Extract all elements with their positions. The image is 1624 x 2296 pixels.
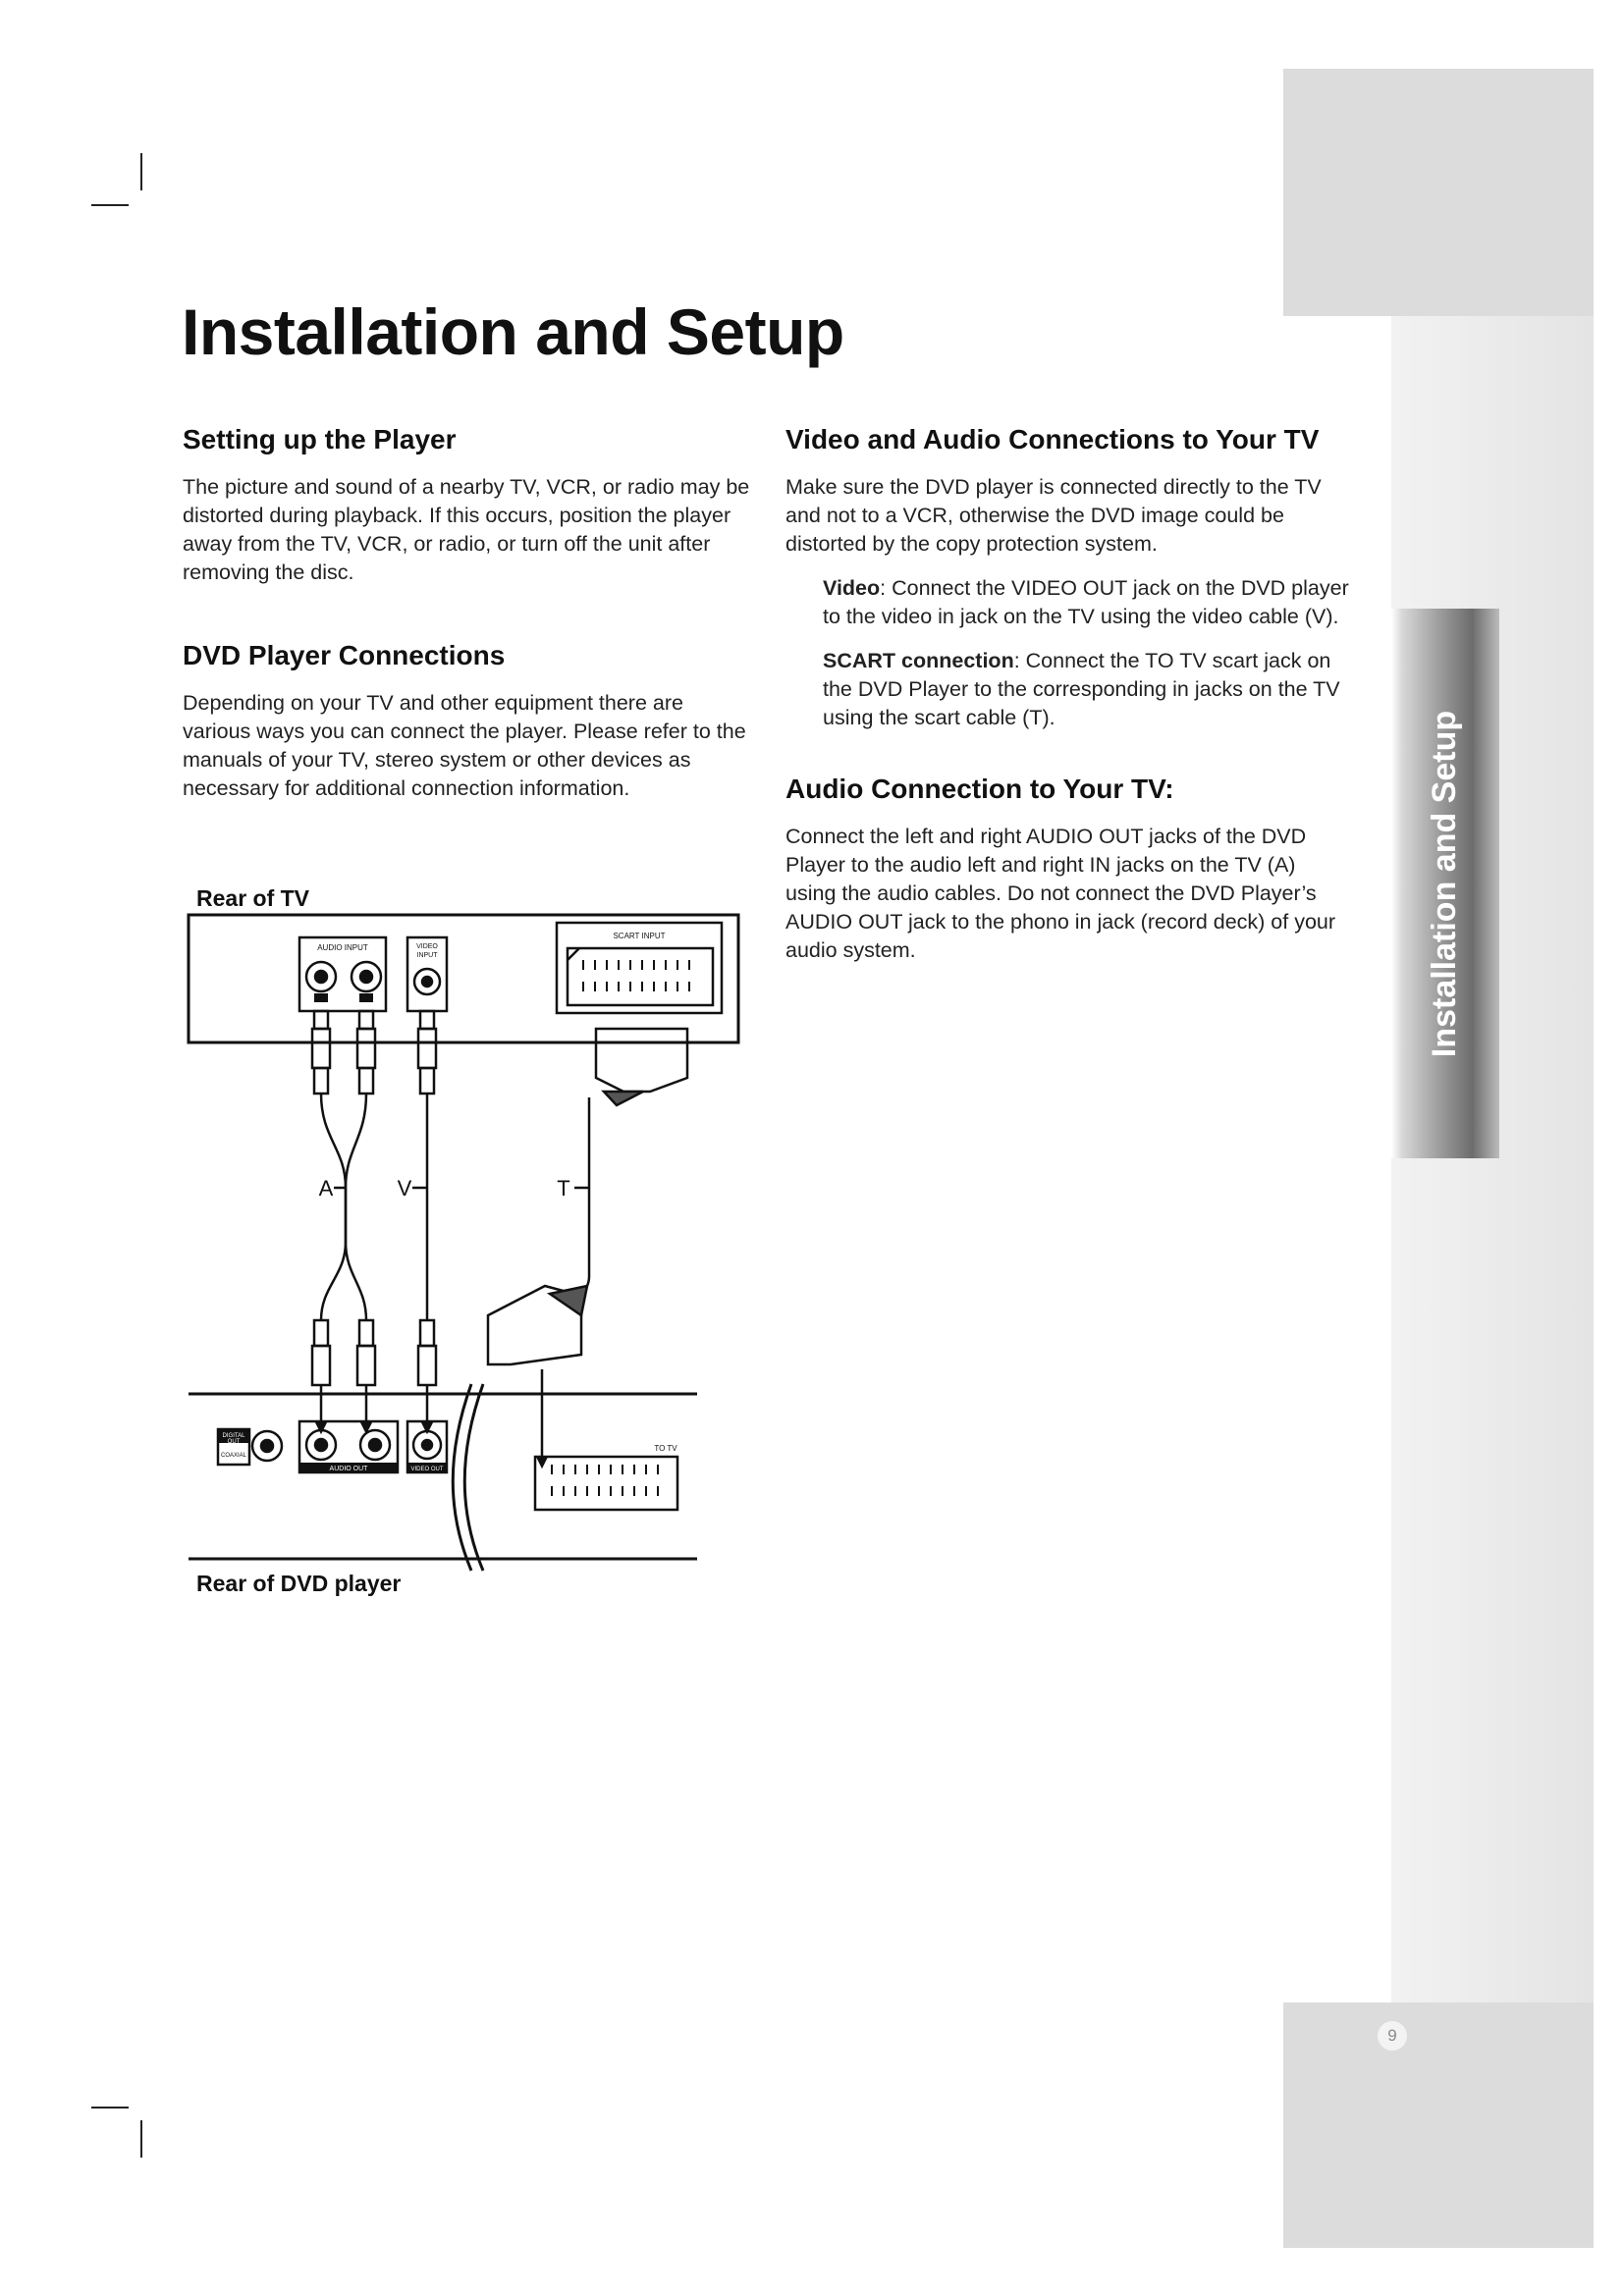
page-number: 9 [1378, 2021, 1407, 2051]
section-heading: Setting up the Player [183, 424, 457, 454]
digital-out-label-2: OUT [227, 1439, 241, 1445]
rear-of-tv-label: Rear of TV [196, 885, 310, 911]
scart-term: SCART connection [823, 649, 1014, 672]
section-heading: Audio Connection to Your TV: [785, 774, 1174, 804]
section-body: Connect the left and right AUDIO OUT jacks of the DVD Player to the audio left and right IN jacks on the TV (A) using the audio cables. Do not connect the DVD Player’s AUDIO OUT jack to the phono in jack (record deck) of your audio system. [785, 825, 1336, 962]
section-body: The picture and sound of a nearby TV, VCR, or radio may be distorted during playback. If this occurs, position the player away from the TV, VCR, or radio, or turn off the unit after removing the disc. [183, 475, 750, 584]
side-tab-label: Installation and Setup [1426, 710, 1464, 1057]
digital-out-label: DIGITAL [222, 1433, 245, 1439]
audio-out-label: AUDIO OUT [329, 1466, 368, 1472]
section-heading: DVD Player Connections [183, 640, 506, 670]
audio-input-label: AUDIO INPUT [317, 943, 368, 952]
scart-text: : Connect the TO TV scart jack on the DVD Player to the corresponding in jacks on the TV using the scart cable (T). [823, 649, 1340, 729]
video-input-label-2: INPUT [416, 952, 438, 959]
coaxial-label: COAXIAL [220, 1453, 247, 1459]
to-tv-label: TO TV [654, 1444, 677, 1453]
section-body: Depending on your TV and other equipment there are various ways you can connect the player. Please refer to the manuals of your TV, stereo system or other devices as necessary for additional connection information. [183, 691, 746, 800]
section-heading: Video and Audio Connections to Your TV [785, 424, 1320, 454]
video-term: Video [823, 576, 881, 600]
scart-input-label: SCART INPUT [613, 932, 666, 940]
video-input-label: VIDEO [416, 943, 438, 950]
video-out-label: VIDEO OUT [410, 1467, 444, 1472]
cable-a-label: A [318, 1176, 334, 1201]
section-body: Make sure the DVD player is connected directly to the TV and not to a VCR, otherwise the DVD image could be distorted by the copy protection system. [785, 475, 1322, 556]
cable-v-label: V [397, 1176, 412, 1201]
video-text: : Connect the VIDEO OUT jack on the DVD player to the video in jack on the TV using the video cable (V). [823, 576, 1349, 628]
rear-of-dvd-label: Rear of DVD player [196, 1571, 402, 1596]
cable-t-label: T [557, 1176, 570, 1201]
page-title: Installation and Setup [182, 295, 844, 368]
